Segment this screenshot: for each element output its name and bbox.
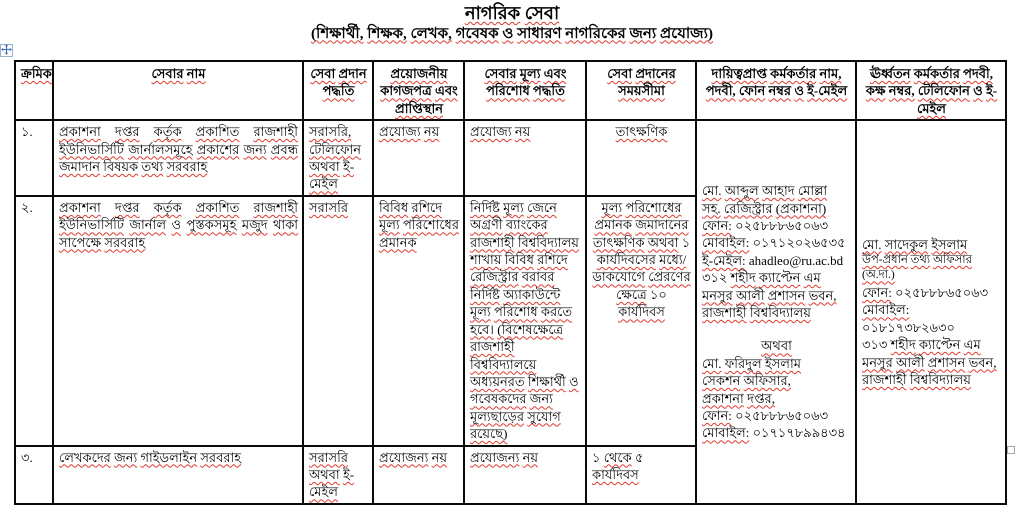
row3-service-name[interactable]: লেখকদের জন্য গাইডলাইন সরবরাহ [53,446,303,504]
header-delivery-method[interactable]: সেবা প্রদান পদ্ধতি [303,61,373,120]
row3-delivery-method[interactable]: সরাসরি অথবা ই-মেইল [303,446,373,504]
or-label: অথবা [761,338,792,354]
header-service-name[interactable]: সেবার নাম [53,61,303,120]
service-table [14,60,1007,505]
header-senior-officer[interactable]: ঊর্ধ্বতন কর্মকর্তার পদবী, কক্ষ নম্বর, টেলিফোন ও ই-মেইল [856,61,1006,120]
header-row [15,61,1006,120]
row1-delivery-method[interactable]: সরাসরি, টেলিফোন অথবা ই-মেইল [303,120,373,196]
row1-documents[interactable]: প্রযোজ্য নয় [373,120,464,196]
row3-serial[interactable]: ৩. [15,446,53,504]
responsible-officer-primary: মো. আব্দুল আহাদ মোল্লা সহ. রেজিস্ট্রার (প্রকাশনা) ফোন: ০২৫৮৮৮৬৫০৬৩ মোবাইল: ০১৭১২০২৬৫৩৫ ই-মেইল: ahadleo@ru.ac.bd ৩১২ শহীদ ক্যাপ্টেন এম মনসুর আলী প্রশাসন ভবন, রাজশাহী বিশ্ববিদ্যালয় [702,183,846,320]
row3-timeline[interactable]: ১ থেকে ৫ কার্যদিবস [586,446,696,504]
row2-timeline[interactable]: মূল্য পরিশোধের প্রমানক জমাদানের তাৎক্ষণিক অথবা ১ কার্যদিবসের মধ্যে/ডাকযোগে প্রেরণের ক্ষেত্রে ১০ কার্যদিবস [586,196,696,446]
row3-documents[interactable]: প্রযোজন্য নয় [373,446,464,504]
senior-officer-cell[interactable] [856,120,1006,504]
row2-price[interactable]: নির্দিষ্ট মূল্য জেনে অগ্রণী ব্যাংকের রাজশাহী বিশ্ববিদ্যালয় শাখায় বিবিধ রশিদে রেজিস্ট্রার বরাবর নির্দিষ্ট অ্যাকাউন্টে মূল্য পরিশোধ করতে হবে। (বিশেষক্ষেত্রে রাজশাহী বিশ্ববিদ্যালয়ে অধ্যয়নরত শিক্ষার্থী ও গবেষকদের জন্য মূল্যছাড়ের সুযোগ রয়েছে) [464,196,586,446]
responsible-officer-secondary: মো. ফরিদুল ইসলাম সেকশন অফিসার, প্রকাশনা দপ্তর, ফোন: ০২৫৮৮৮৬৫০৬৩ মোবাইল: ০১৭১৭৮৯৯৪৩৪ [702,355,846,441]
row1-price[interactable]: প্রযোজ্য নয় [464,120,586,196]
header-serial[interactable]: ক্রমিক [15,61,53,120]
row1-serial[interactable]: ১. [15,120,53,196]
document-header [0,2,1024,44]
senior-officer-details: ফোন: ০২৫৮৮৮৬৫০৬৩ মোবাইল: ০১৮১৭৩৮২৬৩০ ৩১৩ শহীদ ক্যাপ্টেন এম মনসুর আলী প্রশাসন ভবন, রাজশাহী বিশ্ববিদ্যালয় [862,284,997,387]
table-move-handle[interactable] [0,44,13,57]
header-price[interactable]: সেবার মূল্য এবং পরিশোধ পদ্ধতি [464,61,586,120]
row2-service-name[interactable]: প্রকাশনা দপ্তর কর্তৃক প্রকাশিত রাজশাহী ইউনিভার্সিটি জার্নাল ও পুস্তকসমূহ মজুদ থাকা সাপেক্ষে সরবরাহ [53,196,303,446]
responsible-officer-cell[interactable] [696,120,856,504]
header-responsible-officer[interactable]: দায়িত্বপ্রাপ্ত কর্মকর্তার নাম, পদবী, ফোন নম্বর ও ই-মেইল [696,61,856,120]
row1-service-name[interactable]: প্রকাশনা দপ্তর কর্তৃক প্রকাশিত রাজশাহী ইউনিভার্সিটি জার্নালসমূহে প্রকাশের জন্য প্রবন্ধ জমাদান বিষয়ক তথ্য সরবরাহ [53,120,303,196]
row3-price[interactable]: প্রযোজন্য নয় [464,446,586,504]
header-documents[interactable]: প্রয়োজনীয় কাগজপত্র এবং প্রাপ্তিস্থান [373,61,464,120]
table-resize-handle[interactable] [1007,446,1015,454]
row1-timeline[interactable]: তাৎক্ষণিক [586,120,696,196]
page-title[interactable]: নাগরিক সেবা [464,3,560,23]
row2-delivery-method[interactable]: সরাসরি [303,196,373,446]
row2-serial[interactable]: ২. [15,196,53,446]
row2-documents[interactable]: বিবিধ রশিদে মূল্য পরিশোধের প্রমানক [373,196,464,446]
senior-officer-title: উপ-প্রধান তথ্য অফিসার (অ.দা.) [862,254,972,282]
table-row [15,120,1006,196]
move-arrows-icon [1,42,12,60]
header-timeline[interactable]: সেবা প্রদানের সময়সীমা [586,61,696,120]
page-subtitle[interactable]: (শিক্ষার্থী, শিক্ষক, লেখক, গবেষক ও সাধারণ নাগরিকের জন্য প্রযোজ্য) [311,25,713,42]
senior-officer-name: মো. সাদেকুল ইসলাম [862,236,968,252]
